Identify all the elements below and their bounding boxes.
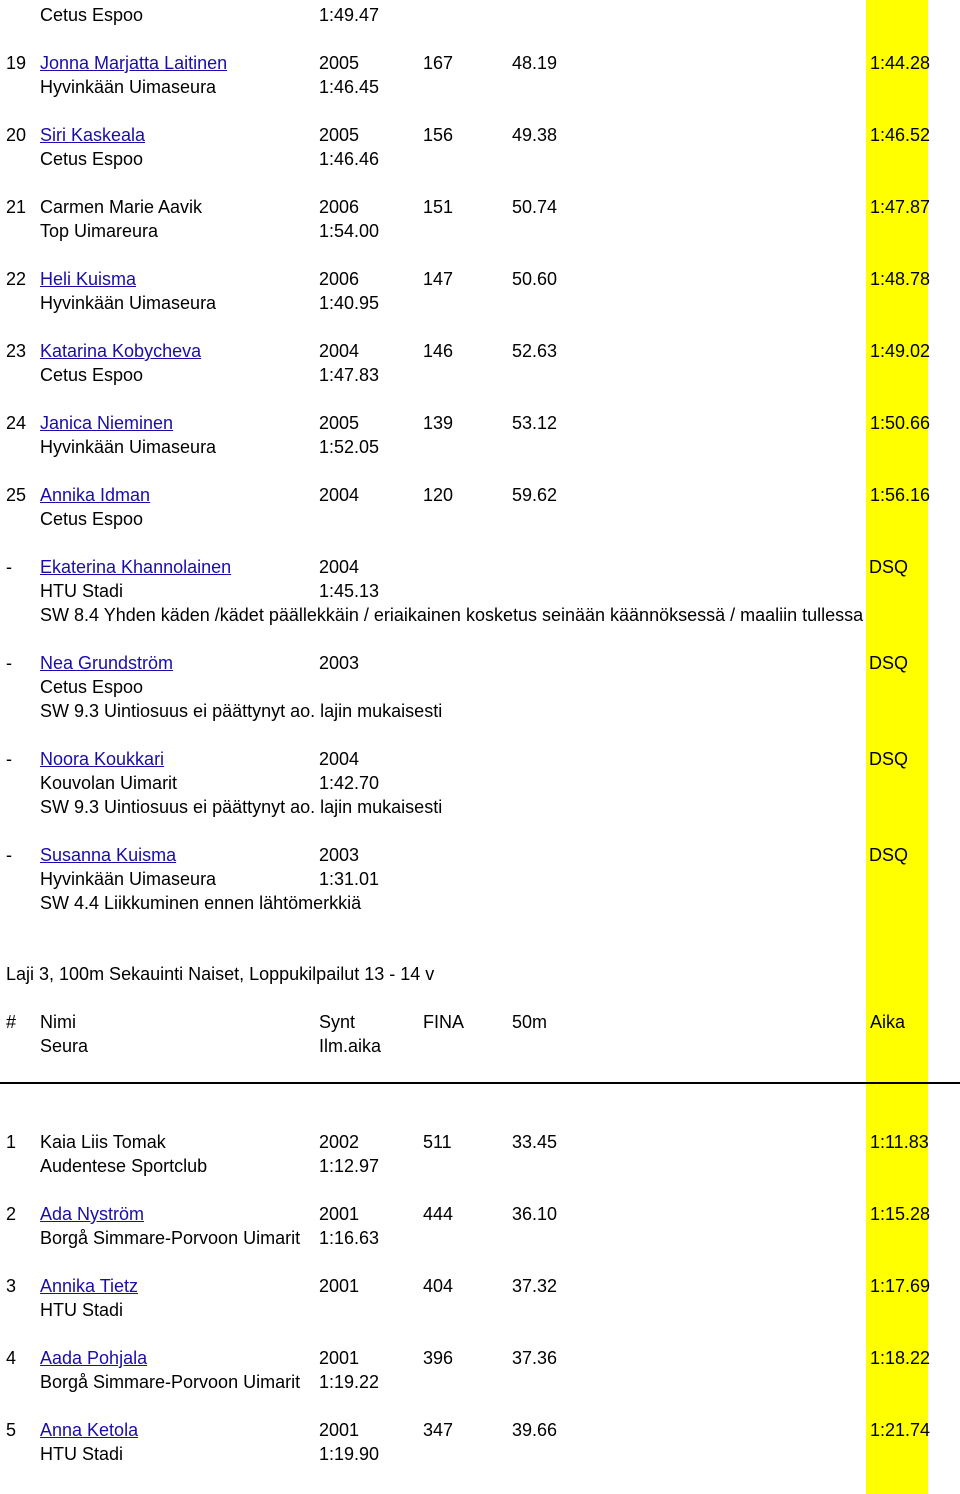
entry-time: 1:31.01 — [319, 869, 380, 889]
club-name: HTU Stadi — [40, 581, 124, 601]
birth-year: 2006 — [319, 197, 360, 217]
entry-time: 1:12.97 — [319, 1156, 380, 1176]
place-number: 1 — [6, 1132, 17, 1152]
split-50m: 50.74 — [512, 197, 558, 217]
final-time: 1:49.02 — [870, 341, 931, 361]
entry-time: 1:46.46 — [319, 149, 380, 169]
split-50m: 50.60 — [512, 269, 558, 289]
place-number: 5 — [6, 1420, 17, 1440]
entry-time: 1:54.00 — [319, 221, 380, 241]
club-name: Cetus Espoo — [40, 5, 144, 25]
club-name: HTU Stadi — [40, 1300, 124, 1320]
swimmer-name-link[interactable]: Annika Tietz — [40, 1276, 139, 1296]
place-number: 20 — [6, 125, 27, 145]
club-name: Hyvinkään Uimaseura — [40, 77, 217, 97]
fina-points: 347 — [423, 1420, 454, 1440]
swimmer-name-link[interactable]: Annika Idman — [40, 485, 151, 505]
birth-year: 2003 — [319, 845, 360, 865]
club-name: Cetus Espoo — [40, 509, 144, 529]
entry-time: 1:49.47 — [319, 5, 380, 25]
club-name: Borgå Simmare-Porvoon Uimarit — [40, 1372, 301, 1392]
club-name: Cetus Espoo — [40, 149, 144, 169]
fina-points: 151 — [423, 197, 454, 217]
final-time: 1:15.28 — [870, 1204, 931, 1224]
fina-points: 146 — [423, 341, 454, 361]
club-name: Cetus Espoo — [40, 677, 144, 697]
club-name: Top Uimareura — [40, 221, 159, 241]
birth-year: 2004 — [319, 485, 360, 505]
place-number: 25 — [6, 485, 27, 505]
header-entry-time: Ilm.aika — [319, 1036, 382, 1056]
birth-year: 2001 — [319, 1204, 360, 1224]
final-time: 1:11.83 — [870, 1132, 929, 1152]
club-name: Borgå Simmare-Porvoon Uimarit — [40, 1228, 301, 1248]
swimmer-name-link[interactable]: Heli Kuisma — [40, 269, 137, 289]
birth-year: 2004 — [319, 749, 360, 769]
entry-time: 1:46.45 — [319, 77, 380, 97]
entry-time: 1:16.63 — [319, 1228, 380, 1248]
final-time: 1:21.74 — [870, 1420, 931, 1440]
split-50m: 39.66 — [512, 1420, 558, 1440]
birth-year: 2005 — [319, 413, 360, 433]
birth-year: 2004 — [319, 557, 360, 577]
club-name: Kouvolan Uimarit — [40, 773, 178, 793]
entry-time: 1:52.05 — [319, 437, 380, 457]
place-number: 2 — [6, 1204, 17, 1224]
swimmer-name-link[interactable]: Jonna Marjatta Laitinen — [40, 53, 228, 73]
final-time: 1:44.28 — [870, 53, 931, 73]
swimmer-name-link[interactable]: Siri Kaskeala — [40, 125, 146, 145]
place-number: 24 — [6, 413, 27, 433]
birth-year: 2005 — [319, 125, 360, 145]
dsq-status: DSQ — [869, 653, 909, 673]
club-name: Hyvinkään Uimaseura — [40, 437, 217, 457]
birth-year: 2003 — [319, 653, 360, 673]
header-time: Aika — [870, 1012, 906, 1032]
fina-points: 396 — [423, 1348, 454, 1368]
dsq-reason: SW 4.4 Liikkuminen ennen lähtömerkkiä — [40, 893, 362, 913]
club-name: HTU Stadi — [40, 1444, 124, 1464]
entry-time: 1:45.13 — [319, 581, 380, 601]
final-time: 1:50.66 — [870, 413, 931, 433]
swimmer-name-link[interactable]: Noora Koukkari — [40, 749, 165, 769]
birth-year: 2001 — [319, 1420, 360, 1440]
dsq-reason: SW 9.3 Uintiosuus ei päättynyt ao. lajin mukaisesti — [40, 797, 443, 817]
place-dash: - — [6, 653, 12, 673]
place-dash: - — [6, 845, 12, 865]
birth-year: 2006 — [319, 269, 360, 289]
final-time: 1:18.22 — [870, 1348, 931, 1368]
header-divider — [0, 1082, 960, 1084]
split-50m: 33.45 — [512, 1132, 558, 1152]
place-number: 3 — [6, 1276, 17, 1296]
place-number: 21 — [6, 197, 27, 217]
fina-points: 511 — [423, 1132, 452, 1152]
fina-points: 404 — [423, 1276, 454, 1296]
dsq-reason: SW 8.4 Yhden käden /kädet päällekkäin / eriaikainen kosketus seinään käännöksessä / maaliin tullessa — [40, 605, 864, 625]
swimmer-name-link[interactable]: Anna Ketola — [40, 1420, 139, 1440]
split-50m: 37.32 — [512, 1276, 558, 1296]
header-place: # — [6, 1012, 17, 1032]
place-dash: - — [6, 557, 12, 577]
dsq-status: DSQ — [869, 749, 909, 769]
place-number: 22 — [6, 269, 27, 289]
fina-points: 167 — [423, 53, 454, 73]
split-50m: 53.12 — [512, 413, 558, 433]
place-number: 23 — [6, 341, 27, 361]
swimmer-name-link[interactable]: Katarina Kobycheva — [40, 341, 202, 361]
swimmer-name: Kaia Liis Tomak — [40, 1132, 166, 1152]
place-number: 19 — [6, 53, 27, 73]
club-name: Hyvinkään Uimaseura — [40, 293, 217, 313]
time-column-highlight — [866, 0, 931, 1494]
header-split50: 50m — [512, 1012, 548, 1032]
fina-points: 120 — [423, 485, 454, 505]
split-50m: 49.38 — [512, 125, 558, 145]
swimmer-name-link[interactable]: Aada Pohjala — [40, 1348, 148, 1368]
fina-points: 156 — [423, 125, 454, 145]
final-time: 1:17.69 — [870, 1276, 931, 1296]
final-time: 1:47.87 — [870, 197, 931, 217]
dsq-reason: SW 9.3 Uintiosuus ei päättynyt ao. lajin mukaisesti — [40, 701, 443, 721]
birth-year: 2001 — [319, 1348, 360, 1368]
header-fina: FINA — [423, 1012, 465, 1032]
entry-time: 1:40.95 — [319, 293, 380, 313]
dsq-status: DSQ — [869, 845, 909, 865]
entry-time: 1:47.83 — [319, 365, 380, 385]
header-name: Nimi — [40, 1012, 76, 1032]
final-time: 1:46.52 — [870, 125, 931, 145]
birth-year: 2005 — [319, 53, 360, 73]
header-year: Synt — [319, 1012, 356, 1032]
swimmer-name: Carmen Marie Aavik — [40, 197, 203, 217]
event-title: Laji 3, 100m Sekauinti Naiset, Loppukilpailut 13 - 14 v — [6, 964, 435, 984]
club-name: Cetus Espoo — [40, 365, 144, 385]
club-name: Audentese Sportclub — [40, 1156, 208, 1176]
fina-points: 139 — [423, 413, 454, 433]
final-time: 1:56.16 — [870, 485, 931, 505]
header-club: Seura — [40, 1036, 89, 1056]
split-50m: 37.36 — [512, 1348, 558, 1368]
swimmer-name-link[interactable]: Ada Nyström — [40, 1204, 145, 1224]
entry-time: 1:19.90 — [319, 1444, 380, 1464]
fina-points: 147 — [423, 269, 454, 289]
birth-year: 2001 — [319, 1276, 360, 1296]
swimmer-name-link[interactable]: Ekaterina Khannolainen — [40, 557, 232, 577]
swimmer-name-link[interactable]: Nea Grundström — [40, 653, 174, 673]
entry-time: 1:42.70 — [319, 773, 380, 793]
entry-time: 1:19.22 — [319, 1372, 380, 1392]
split-50m: 52.63 — [512, 341, 558, 361]
fina-points: 444 — [423, 1204, 454, 1224]
swimmer-name-link[interactable]: Janica Nieminen — [40, 413, 174, 433]
final-time: 1:48.78 — [870, 269, 931, 289]
split-50m: 59.62 — [512, 485, 558, 505]
place-number: 4 — [6, 1348, 17, 1368]
split-50m: 36.10 — [512, 1204, 558, 1224]
split-50m: 48.19 — [512, 53, 558, 73]
birth-year: 2004 — [319, 341, 360, 361]
swimmer-name-link[interactable]: Susanna Kuisma — [40, 845, 177, 865]
place-dash: - — [6, 749, 12, 769]
dsq-status: DSQ — [869, 557, 909, 577]
club-name: Hyvinkään Uimaseura — [40, 869, 217, 889]
birth-year: 2002 — [319, 1132, 360, 1152]
